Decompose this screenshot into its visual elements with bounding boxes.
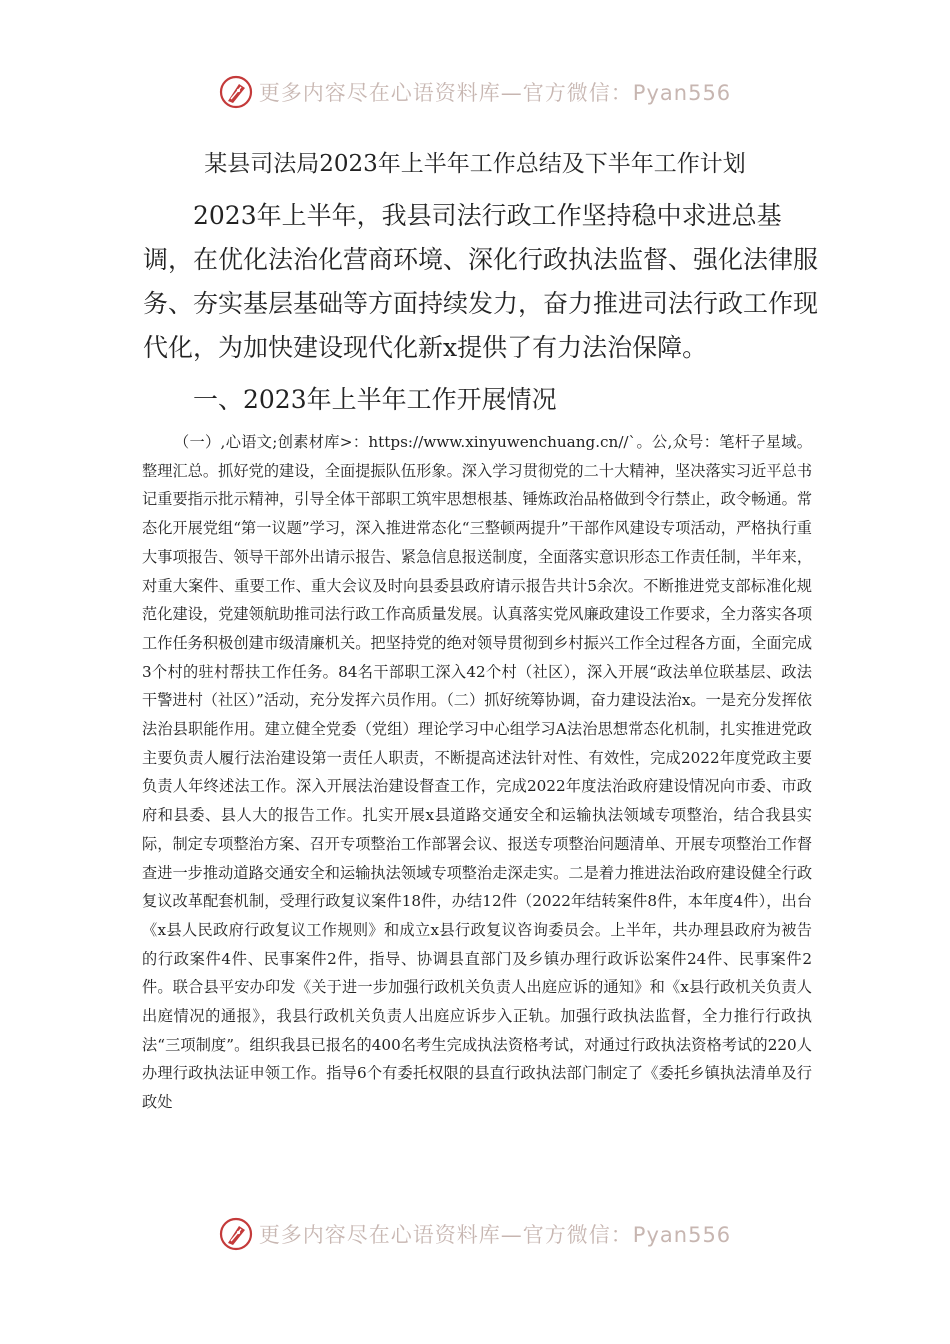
body-text: （一）,心语文;创素材库>：https://www.xinyuwenchuang.cn//`。公,众号：笔杆子星域。整理汇总。抓好党的建设，全面提振队伍形象。深入学习贯彻党的二十大精神，坚决落实习近平总书记重要指示批示精神，引导全体干部职工筑牢思想根基、锤炼政治品格做到令行禁止，政令畅通。常态化开展党组“第一议题”学习，深入推进常态化“三整顿两提升”干部作风建设专项活动，严格执行重大事项报告、领导干部外出请示报告、紧急信息报送制度，全面落实意识形态工作责任制，半年来，对重大案件、重要工作、重大会议及时向县委县政府请示报告共计5余次。不断推进党支部标准化规范化建设，党建领航助推司法行政工作高质量发展。认真落实党风廉政建设工作要求，全力落实各项工作任务积极创建市级清廉机关。把坚持党的绝对领导贯彻到乡村振兴工作全过程各方面，全面完成3个村的驻村帮扶工作任务。84名干部职工深入42个村（社区），深入开展“政法单位联基层、政法干警进村（社区）”活动，充分发挥六员作用。（二）抓好统筹协调，奋力建设法治x。一是充分发挥依法治县职能作用。建立健全党委（党组）理论学习中心组学习A法治思想常态化机制，扎实推进党政主要负责人履行法治建设第一责任人职责，不断提高述法针对性、有效性，完成2022年度党政主要负责人年终述法工作。深入开展法治建设督查工作，完成2022年度法治政府建设情况向市委、市政府和县委、县人大的报告工作。扎实开展x县道路交通安全和运输执法领域专项整治，结合我县实际，制定专项整治方案、召开专项整治工作部署会议、报送专项整治问题清单、开展专项整治工作督查进一步推动道路交通安全和运输执法领域专项整治走深走实。二是着力推进法治政府建设健全行政复议改革配套机制，受理行政复议案件18件，办结12件（2022年结转案件8件，本年度4件），出台《x县人民政府行政复议工作规则》和成立x县行政复议咨询委员会。上半年，共办理县政府为被告的行政案件4件、民事案件2件，指导、协调县直部门及乡镇办理行政诉讼案件24件、民事案件2件。联合县平安办印发《关于进一步加强行政机关负责人出庭应诉的通知》和《x县行政机关负责人出庭情况的通报》，我县行政机关负责人出庭应诉步入正轨。加强行政执法监督，全力推行行政执法“三项制度”。组织我县已报名的400名考生完成执法资格考试，对通过行政执法资格考试的220人办理行政执法证申领工作。指导6个有委托权限的县直行政执法部门制定了《委托乡镇执法清单及行政处 bbox=[142, 433, 812, 1112]
body-paragraph bbox=[142, 428, 812, 1117]
intro-paragraph bbox=[143, 194, 823, 370]
watermark-header bbox=[0, 72, 950, 112]
intro-text: 2023年上半年，我县司法行政工作坚持稳中求进总基调，在优化法治化营商环境、深化行政执法监督、强化法律服务、夯实基层基础等方面持续发力，奋力推进司法行政工作现代化，为加快建设现代化新x提供了有力法治保障。 bbox=[143, 201, 819, 362]
watermark-text: 更多内容尽在心语资料库—官方微信：Pyan556 bbox=[258, 1223, 732, 1247]
document-title: 某县司法局2023年上半年工作总结及下半年工作计划 bbox=[204, 151, 746, 177]
watermark-text: 更多内容尽在心语资料库—官方微信：Pyan556 bbox=[258, 81, 732, 105]
section-heading: 一、2023年上半年工作开展情况 bbox=[193, 385, 557, 414]
watermark-footer bbox=[0, 1214, 950, 1254]
fountain-pen-nib-icon bbox=[219, 1217, 253, 1251]
fountain-pen-nib-icon bbox=[219, 75, 253, 109]
